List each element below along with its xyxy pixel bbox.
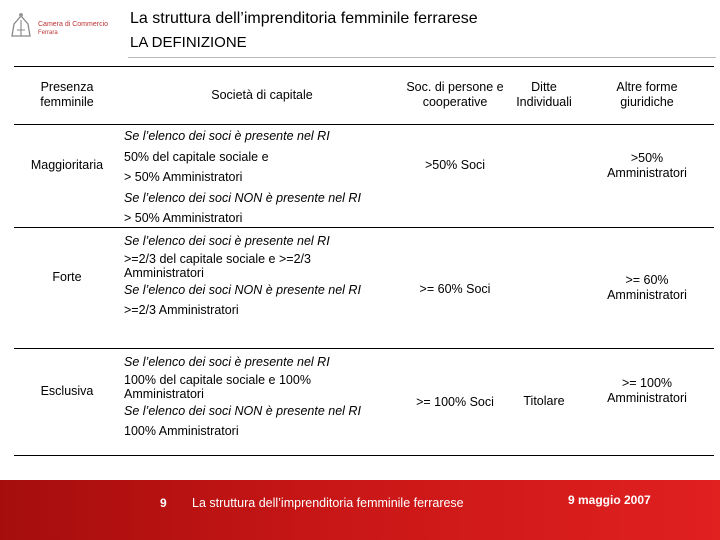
row1-ditte-value <box>503 150 585 180</box>
row1-capitale-line4: Se l’elenco dei soci NON è presente nel RI <box>124 190 361 205</box>
row1-capitale-line3: > 50% Amministratori <box>124 170 243 184</box>
row3-ditte-value: Titolare <box>523 393 565 408</box>
row3-capitale-line5: 100% Amministratori <box>124 424 239 438</box>
col-header-soc-persone: Soc. di persone e cooperative <box>406 80 504 109</box>
table-header-rule <box>14 124 714 125</box>
footer-title: La struttura dell’imprenditoria femminile ferrarese <box>192 496 464 510</box>
row3-altre-value: >= 100% Amministratori <box>607 376 687 405</box>
row-label-esclusiva: Esclusiva <box>40 383 94 398</box>
row1-persone-value: >50% Soci <box>424 157 486 172</box>
row2-capitale-line3: Amministratori <box>124 265 204 280</box>
row2-altre-value: >= 60% Amministratori <box>607 273 687 302</box>
row1-capitale-line2: 50% del capitale sociale e <box>124 149 269 164</box>
slide-subtitle: LA DEFINIZIONE <box>130 34 247 51</box>
row2-capitale-line5: >=2/3 Amministratori <box>124 303 239 317</box>
row2-capitale-line4: Se l’elenco dei soci NON è presente nel RI <box>124 282 361 297</box>
row-divider-2 <box>14 348 714 349</box>
row2-capitale-line2: >=2/3 del capitale sociale e >=2/3 <box>124 251 311 266</box>
col-header-ditte: Ditte Individuali <box>516 80 572 109</box>
chamber-logo <box>8 10 123 46</box>
row3-capitale-line4: Se l’elenco dei soci NON è presente nel RI <box>124 403 361 418</box>
row1-capitale-line5: > 50% Amministratori <box>124 211 243 225</box>
row2-ditte-value <box>503 274 585 304</box>
row3-persone-value: >= 100% Soci <box>416 394 494 409</box>
table-bottom-rule <box>14 455 714 456</box>
row-label-forte: Forte <box>52 269 82 284</box>
row1-capitale-criteria <box>124 126 361 229</box>
row-label-maggioritaria: Maggioritaria <box>30 157 104 172</box>
logo-line1: Camera di Commercio <box>38 21 109 28</box>
table-top-rule <box>14 66 714 67</box>
col-header-societa-capitale: Società di capitale <box>211 87 313 102</box>
page-number: 9 <box>160 496 167 510</box>
row3-capitale-line3: Amministratori <box>124 386 204 401</box>
chamber-emblem-icon <box>8 10 34 42</box>
row-divider-1 <box>14 227 714 228</box>
col-header-presenza: Presenza femminile <box>40 80 94 109</box>
row2-capitale-criteria <box>124 231 361 321</box>
logo-line2: Ferrara <box>38 30 58 36</box>
footer-bar <box>0 480 720 540</box>
header-divider <box>128 57 716 58</box>
row3-capitale-line1: Se l’elenco dei soci è presente nel RI <box>124 355 330 369</box>
row1-altre-value: >50% Amministratori <box>607 151 687 180</box>
row2-capitale-line1: Se l’elenco dei soci è presente nel RI <box>124 234 330 248</box>
footer-date: 9 maggio 2007 <box>568 493 651 507</box>
row1-capitale-line1: Se l’elenco dei soci è presente nel RI <box>124 129 330 143</box>
row2-persone-value: >= 60% Soci <box>419 281 491 296</box>
col-header-altre-forme: Altre forme giuridiche <box>616 80 678 109</box>
row3-capitale-criteria <box>124 352 361 442</box>
slide-title: La struttura dell’imprenditoria femminile ferrarese <box>130 10 478 27</box>
row3-capitale-line2: 100% del capitale sociale e 100% <box>124 372 311 387</box>
